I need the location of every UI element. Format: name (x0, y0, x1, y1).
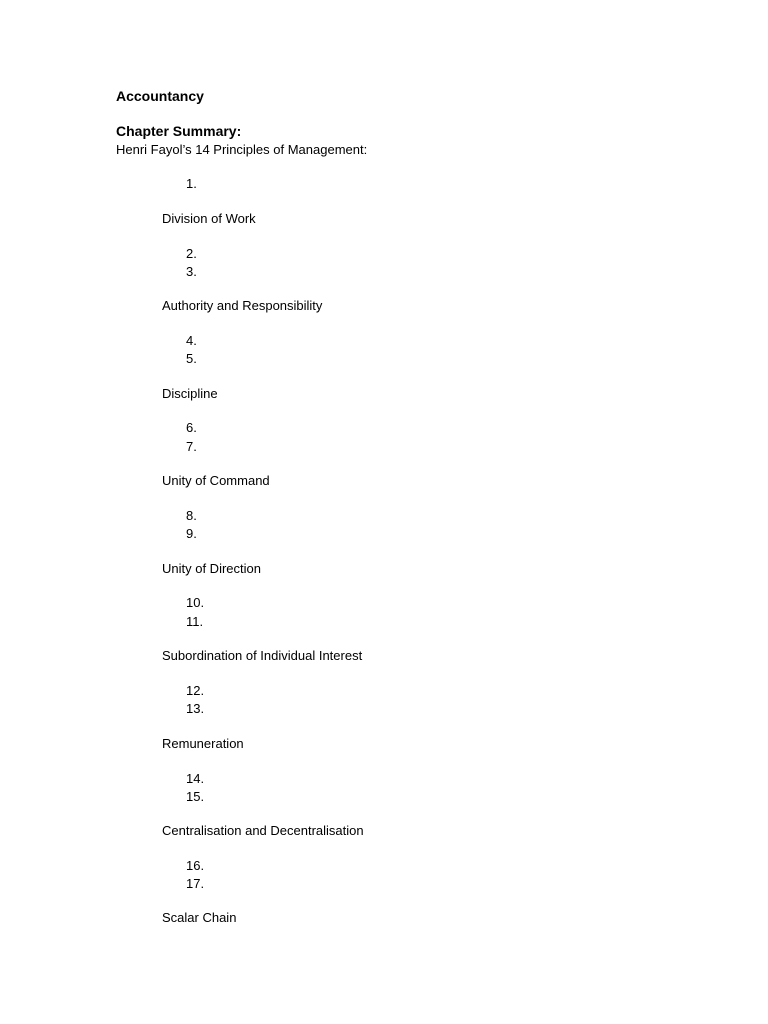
list-number: 16. (186, 858, 205, 873)
list-number: 7. (186, 439, 197, 454)
principle-item: Subordination of Individual Interest (162, 648, 363, 663)
list-number: 1. (186, 176, 197, 191)
principle-item: Remuneration (162, 736, 244, 751)
list-number: 2. (186, 246, 197, 261)
principle-item: Centralisation and Decentralisation (162, 823, 364, 838)
document-title: Accountancy (116, 88, 204, 104)
principle-item: Authority and Responsibility (162, 298, 323, 313)
chapter-summary-heading: Chapter Summary: (116, 123, 242, 139)
list-number: 12. (186, 683, 205, 698)
principle-item: Unity of Direction (162, 561, 261, 576)
list-number: 4. (186, 333, 197, 348)
list-number: 11. (186, 614, 204, 629)
list-number: 15. (186, 789, 205, 804)
principle-item: Scalar Chain (162, 910, 237, 925)
list-number: 14. (186, 771, 205, 786)
principle-item: Division of Work (162, 211, 256, 226)
list-number: 3. (186, 264, 197, 279)
list-number: 13. (186, 701, 205, 716)
list-number: 5. (186, 351, 197, 366)
list-number: 6. (186, 420, 197, 435)
principle-item: Unity of Command (162, 473, 270, 488)
principle-item: Discipline (162, 386, 218, 401)
list-number: 9. (186, 526, 197, 541)
intro-text: Henri Fayol’s 14 Principles of Management: (116, 142, 368, 157)
list-number: 8. (186, 508, 197, 523)
list-number: 10. (186, 595, 205, 610)
list-number: 17. (186, 876, 205, 891)
